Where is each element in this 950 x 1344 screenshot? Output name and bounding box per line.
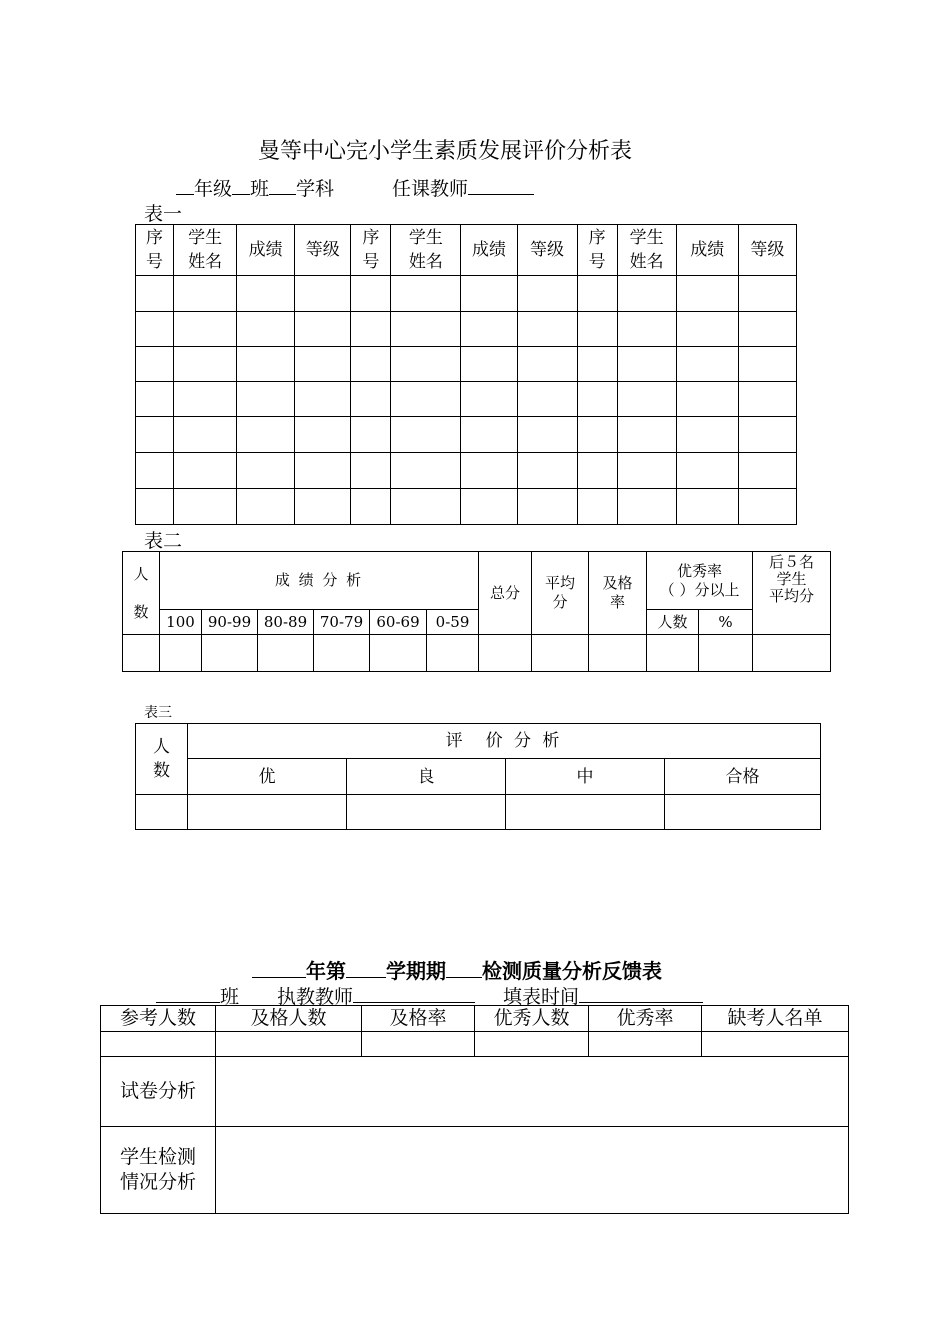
paper-analysis-field[interactable]	[216, 1057, 849, 1127]
student-analysis-field[interactable]	[216, 1127, 849, 1214]
col-name: 学生 姓名	[617, 225, 676, 276]
student-analysis-label: 学生检测 情况分析	[101, 1127, 216, 1214]
grade-medium: 中	[506, 759, 665, 795]
paper-analysis-label: 试卷分析	[101, 1057, 216, 1127]
evaluation-analysis-header: 评 价 分 析	[188, 724, 821, 759]
range-100: 100	[160, 610, 202, 635]
doc-title: 曼等中心完小学生素质发展评价分析表	[258, 139, 633, 164]
teacher-label: 任课教师	[392, 178, 469, 200]
class-blank	[232, 175, 250, 195]
pass-rate-header: 及格 率	[589, 552, 647, 635]
class-blank	[156, 983, 220, 1003]
table-row	[136, 489, 797, 525]
teacher-blank	[353, 983, 475, 1003]
col-seq: 序 号	[136, 225, 174, 276]
feedback-table	[100, 1005, 849, 1214]
table-row	[136, 417, 797, 453]
table2-label: 表二	[144, 530, 183, 552]
table-row	[136, 347, 797, 382]
header-participants: 参考人数	[101, 1006, 216, 1032]
average-header: 平均 分	[532, 552, 589, 635]
col-grade: 等级	[295, 225, 351, 276]
col-seq: 序 号	[577, 225, 617, 276]
semester-blank	[346, 957, 386, 978]
header-excellent-rate: 优秀率	[589, 1006, 702, 1032]
col-grade: 等级	[738, 225, 796, 276]
total-score-header: 总分	[479, 552, 532, 635]
people-count-header: 人 数	[136, 724, 188, 795]
header-absent-list: 缺考人名单	[702, 1006, 849, 1032]
table-row	[101, 1032, 849, 1057]
grade-pass: 合格	[665, 759, 821, 795]
class-label: 班	[250, 178, 270, 200]
excellent-percent-header: %	[699, 610, 753, 635]
grade-label: 年级	[194, 178, 233, 200]
table-one	[135, 224, 797, 525]
excellent-count-header: 人数	[647, 610, 699, 635]
grade-good: 良	[347, 759, 506, 795]
time-blank	[579, 983, 703, 1003]
range-0-59: 0-59	[427, 610, 479, 635]
table-one-header	[136, 225, 797, 276]
header-excellent-count: 优秀人数	[475, 1006, 589, 1032]
table-row	[136, 795, 821, 830]
score-analysis-header: 成 绩 分 析	[160, 552, 479, 610]
table-three	[135, 723, 821, 830]
table-row	[136, 453, 797, 489]
excellent-rate-header: 优秀率 （ ）分以上	[647, 552, 753, 610]
col-name: 学生 姓名	[391, 225, 461, 276]
table-row	[136, 312, 797, 347]
table1-label: 表一	[144, 203, 183, 225]
col-score: 成绩	[676, 225, 738, 276]
table3-label: 表三	[144, 705, 172, 721]
grade-blank	[176, 175, 194, 195]
range-80-89: 80-89	[258, 610, 314, 635]
col-name: 学生 姓名	[174, 225, 237, 276]
subject-blank	[269, 175, 296, 195]
header-pass-count: 及格人数	[216, 1006, 362, 1032]
table-row	[123, 635, 831, 672]
table-row	[136, 382, 797, 417]
range-90-99: 90-99	[202, 610, 258, 635]
col-score: 成绩	[461, 225, 517, 276]
range-60-69: 60-69	[370, 610, 427, 635]
feedback-info-line: 班 执教教师 填表时间	[156, 982, 703, 1009]
feedback-title: 年第 学期期 检测质量分析反馈表	[252, 955, 662, 984]
col-grade: 等级	[517, 225, 577, 276]
grade-excellent: 优	[188, 759, 347, 795]
header-pass-rate: 及格率	[362, 1006, 475, 1032]
range-70-79: 70-79	[314, 610, 370, 635]
col-seq: 序 号	[351, 225, 391, 276]
grade-teacher-line	[176, 174, 534, 201]
table-row	[136, 276, 797, 312]
col-score: 成绩	[237, 225, 295, 276]
bottom5-average-header: 后５名 学生 平均分	[753, 552, 831, 635]
table-two	[122, 551, 831, 672]
teacher-blank	[468, 175, 534, 195]
subject-label: 学科	[296, 178, 335, 200]
term-blank	[446, 957, 482, 978]
people-count-header: 人 数	[123, 552, 160, 635]
year-blank	[252, 957, 306, 978]
